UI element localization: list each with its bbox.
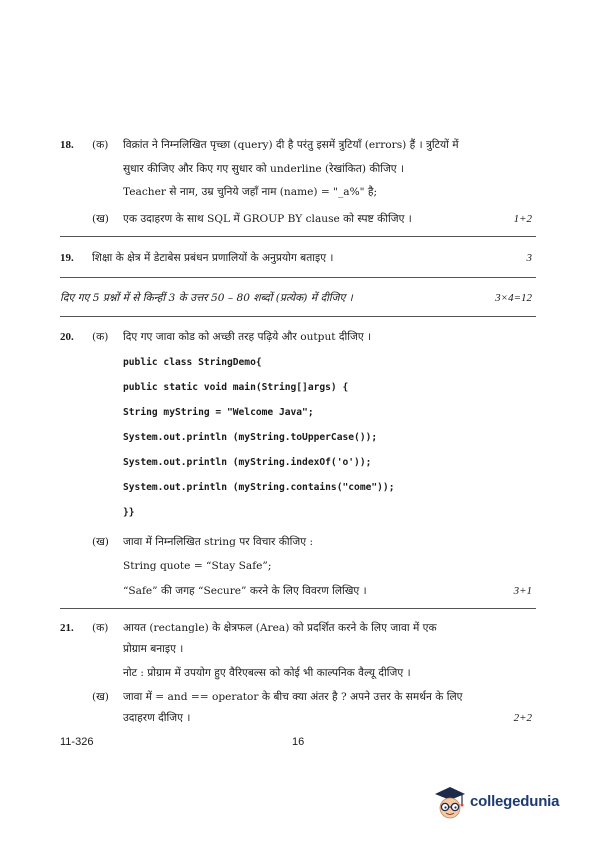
q21-part-b-label: (ख) bbox=[92, 691, 109, 703]
divider bbox=[60, 316, 536, 317]
section-marks: 3×4=12 bbox=[495, 292, 532, 304]
q21-part-a-line3: नोट : प्रोग्राम में उपयोग हुए वैरिएबल्स को कोई भी काल्पनिक वैल्यू दीजिए । bbox=[123, 667, 411, 679]
q20-part-a-label: (क) bbox=[92, 331, 109, 343]
paper-code: 11-326 bbox=[60, 736, 94, 748]
code-line: }} bbox=[123, 507, 135, 518]
code-line: System.out.println (myString.contains("come")); bbox=[123, 482, 395, 493]
code-line: String myString = "Welcome Java"; bbox=[123, 407, 314, 418]
divider bbox=[60, 236, 536, 237]
q19-text: शिक्षा के क्षेत्र में डेटाबेस प्रबंधन प्रणालियों के अनुप्रयोग बताइए । bbox=[92, 252, 334, 264]
q19-marks: 3 bbox=[526, 252, 532, 264]
q21-number: 21. bbox=[60, 622, 74, 634]
q20-part-b-line1: जावा में निम्नलिखित string पर विचार कीजिए : bbox=[123, 536, 314, 548]
divider bbox=[60, 277, 536, 278]
q21-part-a-line2: प्रोग्राम बनाइए । bbox=[123, 643, 184, 655]
q20-part-b-line3: “Safe” की जगह “Secure” करने के लिए विवरण लिखिए । bbox=[123, 585, 367, 597]
collegedunia-logo bbox=[432, 782, 572, 822]
q20-marks: 3+1 bbox=[513, 585, 532, 597]
divider bbox=[60, 608, 536, 609]
q20-part-a-text: दिए गए जावा कोड को अच्छी तरह पढ़िये और output दीजिए । bbox=[123, 331, 372, 343]
code-line: System.out.println (myString.indexOf('o')); bbox=[123, 457, 372, 468]
q18-part-a-label: (क) bbox=[92, 139, 109, 151]
q18-part-a-line1: विक्रांत ने निम्नलिखित पृच्छा (query) दी है परंतु इसमें त्रुटियाँ (errors) हैं । त्रुटियों में bbox=[123, 139, 459, 151]
q18-part-a-line2: सुधार कीजिए और किए गए सुधार को underline (रेखांकित) कीजिए । bbox=[123, 163, 405, 175]
q20-number: 20. bbox=[60, 331, 74, 343]
q18-part-a-line3: Teacher से नाम, उम्र चुनिये जहाँ नाम (name) = "_a%" है; bbox=[123, 186, 378, 198]
section-instruction: दिए गए 5 प्रश्नों में से किन्हीं 3 के उत्तर 50 – 80 शब्दों (प्रत्येक) में दीजिए । bbox=[60, 292, 353, 304]
q20-part-b-label: (ख) bbox=[92, 536, 109, 548]
q21-part-b-line2: उदाहरण दीजिए । bbox=[123, 712, 191, 724]
q21-part-b-line1: जावा में = and == operator के बीच क्या अंतर है ? अपने उत्तर के समर्थन के लिए bbox=[123, 691, 463, 703]
q18-number: 18. bbox=[60, 139, 74, 151]
code-line: public static void main(String[]args) { bbox=[123, 382, 349, 393]
graduate-mascot-icon bbox=[432, 782, 468, 822]
q21-part-a-line1: आयत (rectangle) के क्षेत्रफल (Area) को प्रदर्शित करने के लिए जावा में एक bbox=[123, 622, 437, 634]
q19-number: 19. bbox=[60, 252, 74, 264]
page-number: 16 bbox=[292, 736, 305, 748]
code-line: public class StringDemo{ bbox=[123, 357, 262, 368]
q21-part-a-label: (क) bbox=[92, 622, 109, 634]
q20-part-b-line2: String quote = “Stay Safe”; bbox=[123, 560, 272, 572]
q21-marks: 2+2 bbox=[513, 712, 532, 724]
logo-text: collegedunia bbox=[470, 793, 560, 810]
q18-part-b-label: (ख) bbox=[92, 213, 109, 225]
q18-marks: 1+2 bbox=[513, 213, 532, 225]
q18-part-b-text: एक उदाहरण के साथ SQL में GROUP BY clause को स्पष्ट कीजिए । bbox=[123, 213, 412, 225]
code-line: System.out.println (myString.toUpperCase()); bbox=[123, 432, 378, 443]
